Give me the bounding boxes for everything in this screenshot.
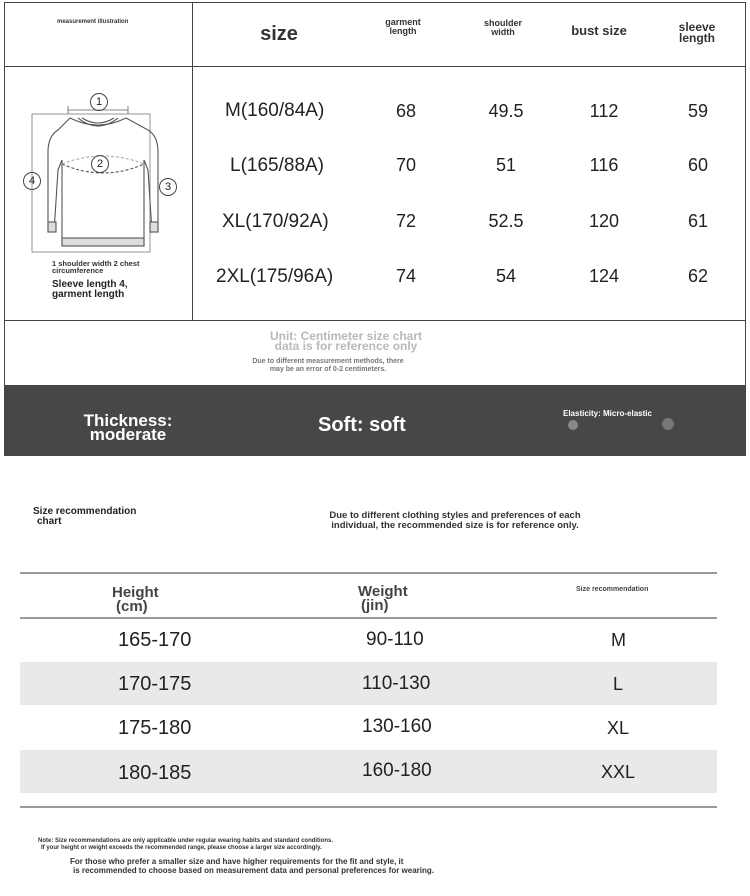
- rec-header-height-line1: Height: [112, 584, 159, 601]
- error-note-line1: Due to different measurement methods, there: [252, 358, 404, 365]
- thickness-label: [72, 411, 184, 444]
- size-cell: XL(170/92A): [222, 211, 329, 232]
- garment-length-cell: 72: [395, 211, 417, 231]
- recommendation-title: [33, 507, 136, 527]
- header-garment-length: garment length: [385, 17, 421, 36]
- bust-size-cell: 120: [588, 211, 620, 231]
- rec-header-size: Size recommendation: [576, 586, 649, 593]
- header-sleeve-length: sleeve length: [678, 20, 716, 45]
- recommendation-title-line2: chart: [37, 516, 62, 527]
- rec-header-weight-line1: Weight: [358, 583, 408, 600]
- soft-label: Soft: soft: [318, 414, 406, 436]
- rec-weight-cell: 160-180: [362, 760, 432, 781]
- marker-2: 2: [91, 155, 109, 173]
- rec-weight-cell: 90-110: [366, 629, 424, 650]
- rec-height-cell: 165-170: [118, 629, 192, 651]
- rec-header-height-line2: (cm): [116, 598, 148, 615]
- sleeve-length-cell: 62: [687, 266, 709, 286]
- shoulder-width-cell: 52.5: [488, 211, 524, 231]
- note-small-line1: Note: Size recommendations are only applicable under regular wearing habits and standard conditions.: [38, 838, 334, 844]
- shoulder-width-cell: 51: [495, 155, 517, 175]
- diagram-note-line2: circumference: [52, 266, 104, 275]
- marker-3: 3: [159, 178, 177, 196]
- rec-size-cell: M: [611, 630, 626, 650]
- recommendation-description: [270, 511, 640, 531]
- recommendation-desc-line1: Due to different clothing styles and preferences of each: [329, 510, 581, 521]
- header-shoulder-width: shoulder width: [483, 18, 522, 37]
- size-cell: 2XL(175/96A): [216, 266, 334, 287]
- rec-header-height: [112, 586, 159, 614]
- sleeve-length-cell: 61: [687, 211, 709, 231]
- error-note-line2: may be an error of 0-2 centimeters.: [269, 366, 387, 373]
- rec-height-cell: 180-185: [118, 762, 192, 784]
- unit-note: [236, 331, 456, 351]
- elasticity-dot-icon: [662, 418, 674, 430]
- rec-weight-cell: 110-130: [362, 673, 431, 694]
- rec-height-cell: 170-175: [118, 673, 192, 695]
- garment-length-cell: 70: [395, 155, 417, 175]
- rec-header-weight-line2: (jin): [361, 597, 389, 614]
- rec-height-cell: 175-180: [118, 717, 192, 739]
- recommendation-note: [70, 857, 550, 875]
- recommendation-desc-line2: individual, the recommended size is for reference only.: [331, 520, 579, 531]
- unit-note-line1: Unit: Centimeter size chart: [269, 329, 423, 343]
- error-note: [218, 358, 438, 374]
- shoulder-width-cell: 49.5: [488, 101, 524, 121]
- table-bottom-divider: [4, 320, 746, 321]
- elasticity-dot-icon: [568, 420, 578, 430]
- size-cell: M(160/84A): [225, 100, 325, 121]
- header-bust-size: bust size: [571, 23, 627, 38]
- rec-table-top-line: [20, 572, 717, 574]
- sweatshirt-diagram: [18, 90, 188, 260]
- diagram-note-line3: Sleeve length 4,: [52, 279, 128, 290]
- diagram-note-line1: 1 shoulder width 2 chest: [52, 259, 140, 268]
- rec-size-cell: L: [613, 674, 624, 694]
- garment-length-cell: 74: [395, 266, 417, 286]
- sleeve-length-cell: 60: [687, 155, 709, 175]
- elasticity-label: Elasticity: Micro-elastic: [563, 409, 652, 418]
- table-header-divider: [4, 66, 746, 67]
- note-line1: For those who prefer a smaller size and have higher requirements for the fit and style, it: [70, 857, 404, 866]
- header-size: size: [260, 23, 298, 45]
- sleeve-length-cell: 59: [687, 101, 709, 121]
- note-small-line2: If your height or weight exceeds the recommended range, please choose a larger size accordingly.: [41, 845, 322, 851]
- garment-length-cell: 68: [395, 101, 417, 121]
- note-line2: is recommended to choose based on measurement data and personal preferences for wearing.: [73, 866, 434, 875]
- marker-1: 1: [90, 93, 108, 111]
- unit-note-line2: data is for reference only: [274, 339, 418, 353]
- bust-size-cell: 124: [588, 266, 620, 286]
- diagram-note-line4: garment length: [52, 289, 125, 300]
- bust-size-cell: 116: [589, 155, 619, 175]
- rec-size-cell: XL: [607, 718, 630, 738]
- rec-header-weight: [358, 585, 408, 613]
- rec-table-bottom-line: [20, 806, 717, 808]
- bust-size-cell: 112: [589, 101, 619, 121]
- thickness-line2: moderate: [89, 425, 167, 444]
- rec-size-cell: XXL: [601, 762, 636, 782]
- marker-4: 4: [23, 172, 41, 190]
- rec-table-header-line: [20, 617, 717, 619]
- size-cell: L(165/88A): [230, 155, 325, 176]
- shoulder-width-cell: 54: [495, 266, 517, 286]
- thickness-line1: Thickness:: [83, 411, 173, 430]
- rec-weight-cell: 130-160: [362, 716, 432, 737]
- recommendation-title-line1: Size recommendation: [33, 506, 137, 517]
- table-divider-vertical: [192, 2, 193, 321]
- illustration-label: measurement illustration: [57, 19, 129, 25]
- recommendation-note-small: [38, 838, 458, 852]
